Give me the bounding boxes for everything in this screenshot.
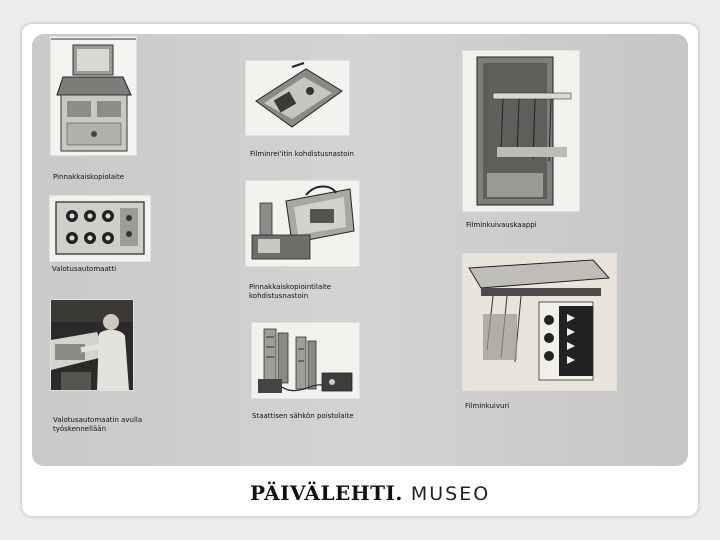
- photo-drying-cabinet: [462, 50, 580, 212]
- caption-drying-cabinet: Filminkuivauskaappi: [466, 221, 537, 229]
- caption-copier: Pinnakkaiskopiolaite: [53, 173, 125, 181]
- photo-film-punch: [245, 60, 350, 136]
- caption-copier-alignment-line1: Pinnakkaiskopiointilaite: [249, 283, 332, 291]
- caption-copier-alignment-line2: kohdistusnastoin: [249, 292, 309, 300]
- caption-film-punch: Filminrei'itin kohdistusnastoin: [250, 150, 354, 158]
- caption-drying-rack: Filminkuivuri: [465, 402, 510, 410]
- photo-drying-rack: [462, 253, 617, 391]
- logo-bold-text: PÄIVÄLEHTI.: [250, 481, 403, 505]
- caption-working-line2: työskennellään: [53, 425, 107, 433]
- photo-static-eliminator: [251, 322, 360, 399]
- photo-working: [50, 299, 134, 391]
- caption-exposure-automat: Valotusautomaatti: [52, 265, 117, 273]
- photo-exposure-automat: [49, 195, 151, 262]
- photo-copier: [50, 36, 137, 156]
- footer-logo: [250, 481, 490, 505]
- caption-working-line1: Valotusautomaatin avulla: [53, 416, 143, 424]
- logo-light-text: MUSEO: [410, 483, 491, 505]
- caption-static-eliminator: Staattisen sähkön poistolaite: [252, 412, 354, 420]
- photo-copier-alignment: [245, 180, 360, 267]
